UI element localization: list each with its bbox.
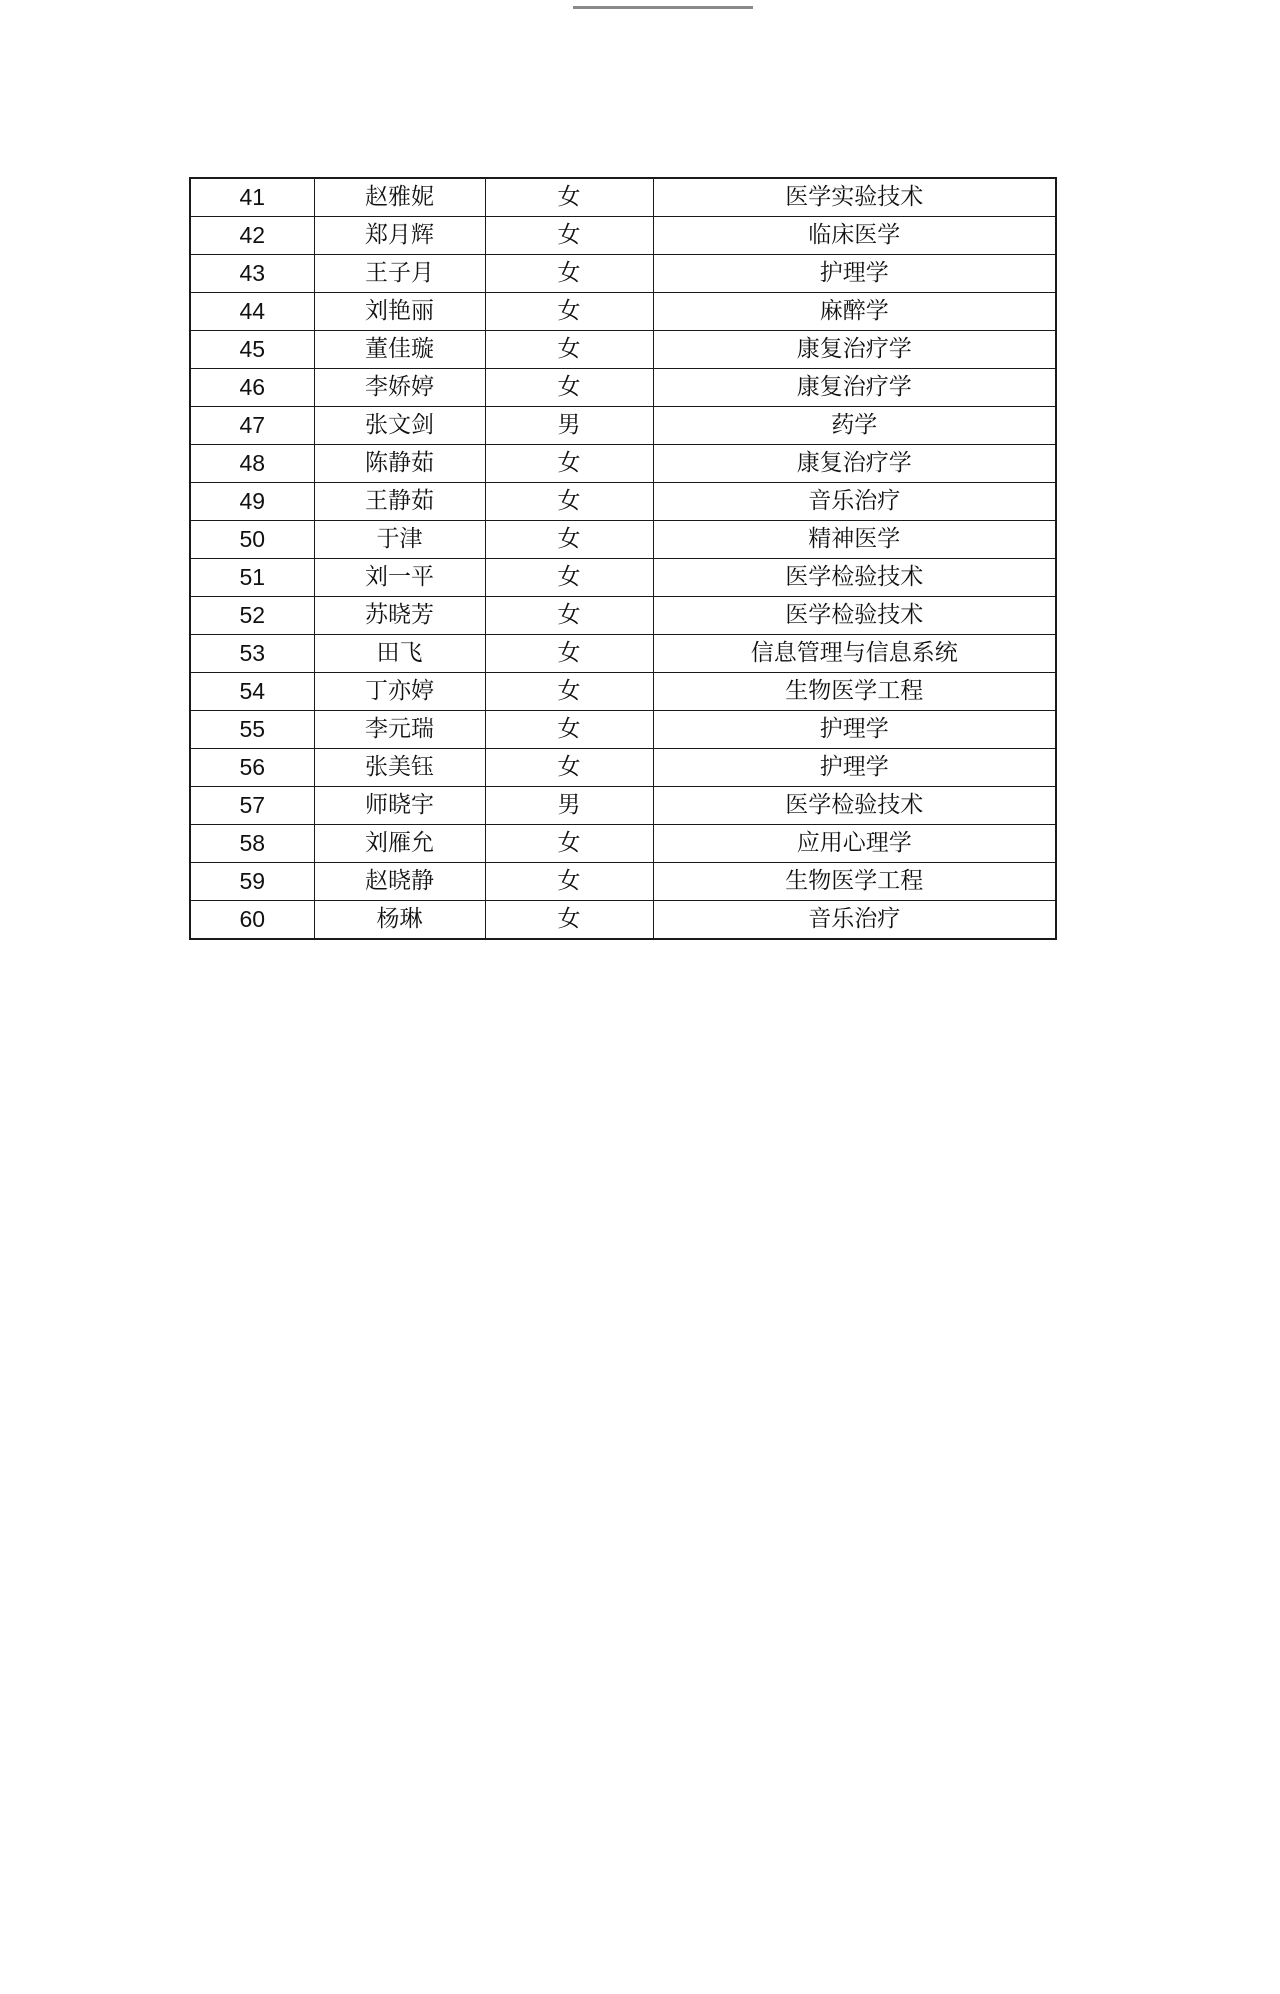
gender-cell: 男 [485, 787, 653, 825]
gender-cell: 女 [485, 711, 653, 749]
table-row [190, 749, 1056, 787]
table-row [190, 293, 1056, 331]
gender-cell: 女 [485, 178, 653, 217]
major-cell: 康复治疗学 [653, 331, 1056, 369]
roster-table [189, 177, 1057, 940]
gender-cell: 女 [485, 635, 653, 673]
table-row [190, 559, 1056, 597]
major-cell: 精神医学 [653, 521, 1056, 559]
row-number-cell: 59 [190, 863, 314, 901]
table-row [190, 407, 1056, 445]
row-number-cell: 56 [190, 749, 314, 787]
roster-table-body [190, 178, 1056, 939]
major-cell: 应用心理学 [653, 825, 1056, 863]
name-cell: 刘雁允 [314, 825, 485, 863]
row-number-cell: 51 [190, 559, 314, 597]
top-rule-divider [573, 6, 753, 9]
table-row [190, 331, 1056, 369]
table-row [190, 178, 1056, 217]
name-cell: 赵雅妮 [314, 178, 485, 217]
row-number-cell: 53 [190, 635, 314, 673]
major-cell: 药学 [653, 407, 1056, 445]
table-row [190, 597, 1056, 635]
name-cell: 赵晓静 [314, 863, 485, 901]
gender-cell: 女 [485, 369, 653, 407]
name-cell: 王子月 [314, 255, 485, 293]
table-row [190, 483, 1056, 521]
name-cell: 丁亦婷 [314, 673, 485, 711]
row-number-cell: 43 [190, 255, 314, 293]
name-cell: 刘艳丽 [314, 293, 485, 331]
row-number-cell: 47 [190, 407, 314, 445]
gender-cell: 女 [485, 597, 653, 635]
name-cell: 李元瑞 [314, 711, 485, 749]
row-number-cell: 52 [190, 597, 314, 635]
major-cell: 医学检验技术 [653, 787, 1056, 825]
table-row [190, 863, 1056, 901]
major-cell: 医学检验技术 [653, 597, 1056, 635]
gender-cell: 女 [485, 673, 653, 711]
row-number-cell: 41 [190, 178, 314, 217]
name-cell: 郑月辉 [314, 217, 485, 255]
table-row [190, 711, 1056, 749]
name-cell: 王静茹 [314, 483, 485, 521]
major-cell: 音乐治疗 [653, 901, 1056, 940]
gender-cell: 男 [485, 407, 653, 445]
table-row [190, 217, 1056, 255]
table-row [190, 635, 1056, 673]
table-row [190, 825, 1056, 863]
name-cell: 张文剑 [314, 407, 485, 445]
table-row [190, 445, 1056, 483]
name-cell: 于津 [314, 521, 485, 559]
gender-cell: 女 [485, 521, 653, 559]
name-cell: 董佳璇 [314, 331, 485, 369]
major-cell: 生物医学工程 [653, 673, 1056, 711]
row-number-cell: 49 [190, 483, 314, 521]
major-cell: 护理学 [653, 711, 1056, 749]
major-cell: 康复治疗学 [653, 369, 1056, 407]
table-row [190, 787, 1056, 825]
row-number-cell: 50 [190, 521, 314, 559]
table-row [190, 901, 1056, 940]
major-cell: 护理学 [653, 255, 1056, 293]
major-cell: 护理学 [653, 749, 1056, 787]
major-cell: 医学检验技术 [653, 559, 1056, 597]
gender-cell: 女 [485, 217, 653, 255]
name-cell: 苏晓芳 [314, 597, 485, 635]
gender-cell: 女 [485, 863, 653, 901]
row-number-cell: 55 [190, 711, 314, 749]
major-cell: 生物医学工程 [653, 863, 1056, 901]
major-cell: 临床医学 [653, 217, 1056, 255]
row-number-cell: 48 [190, 445, 314, 483]
row-number-cell: 54 [190, 673, 314, 711]
row-number-cell: 44 [190, 293, 314, 331]
row-number-cell: 58 [190, 825, 314, 863]
major-cell: 音乐治疗 [653, 483, 1056, 521]
name-cell: 张美钰 [314, 749, 485, 787]
name-cell: 刘一平 [314, 559, 485, 597]
gender-cell: 女 [485, 901, 653, 940]
row-number-cell: 42 [190, 217, 314, 255]
major-cell: 康复治疗学 [653, 445, 1056, 483]
row-number-cell: 57 [190, 787, 314, 825]
gender-cell: 女 [485, 825, 653, 863]
gender-cell: 女 [485, 331, 653, 369]
name-cell: 陈静茹 [314, 445, 485, 483]
name-cell: 李娇婷 [314, 369, 485, 407]
gender-cell: 女 [485, 559, 653, 597]
major-cell: 麻醉学 [653, 293, 1056, 331]
name-cell: 杨琳 [314, 901, 485, 940]
row-number-cell: 45 [190, 331, 314, 369]
gender-cell: 女 [485, 749, 653, 787]
gender-cell: 女 [485, 445, 653, 483]
gender-cell: 女 [485, 293, 653, 331]
table-row [190, 521, 1056, 559]
name-cell: 田飞 [314, 635, 485, 673]
name-cell: 师晓宇 [314, 787, 485, 825]
table-row [190, 255, 1056, 293]
gender-cell: 女 [485, 255, 653, 293]
major-cell: 信息管理与信息系统 [653, 635, 1056, 673]
gender-cell: 女 [485, 483, 653, 521]
table-row [190, 369, 1056, 407]
table-row [190, 673, 1056, 711]
row-number-cell: 60 [190, 901, 314, 940]
major-cell: 医学实验技术 [653, 178, 1056, 217]
row-number-cell: 46 [190, 369, 314, 407]
